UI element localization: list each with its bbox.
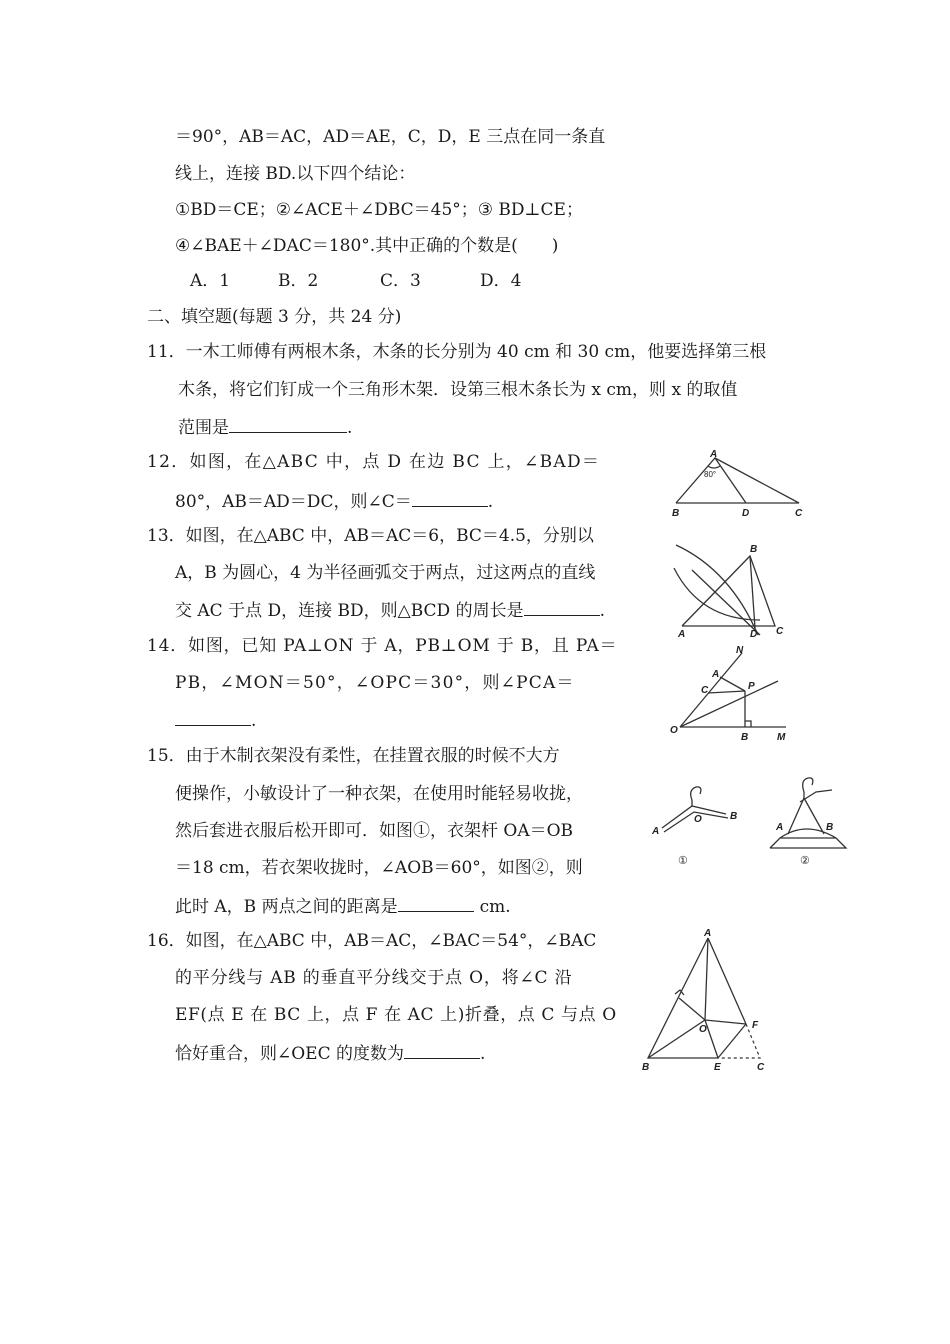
fig16-label-a: A xyxy=(704,928,712,939)
figure-12 xyxy=(668,450,813,520)
q14-line1: 14．如图，已知 PA⊥ON 于 A，PB⊥OM 于 B，且 PA＝ xyxy=(147,636,618,656)
figure-13 xyxy=(670,540,795,645)
q11-end: . xyxy=(347,418,353,438)
q13-line2: A，B 为圆心，4 为半径画弧交于两点，过这两点的直线 xyxy=(175,563,596,583)
q16-line2: 的平分线与 AB 的垂直平分线交于点 O，将∠C 沿 xyxy=(175,968,573,988)
section-heading: 二、填空题(每题 3 分，共 24 分) xyxy=(147,307,402,327)
fig12-label-b: B xyxy=(672,508,680,519)
fig14-label-n: N xyxy=(736,645,744,656)
fig16-label-o: O xyxy=(699,1024,707,1035)
q16-line3: EF(点 E 在 BC 上，点 F 在 AC 上)折叠，点 C 与点 O xyxy=(175,1005,617,1025)
fig13-label-c: C xyxy=(776,626,784,637)
fig16-label-e: E xyxy=(714,1062,721,1073)
fig15-label-b1: B xyxy=(730,811,738,822)
q15-line5 xyxy=(175,895,511,917)
q12-end: . xyxy=(487,492,494,512)
q14-end: . xyxy=(251,711,257,731)
q16-line4-text: 恰好重合，则∠OEC 的度数为 xyxy=(175,1044,405,1064)
q10-option-a: A．1 xyxy=(190,271,231,291)
q15-line3: 然后套进衣服后松开即可．如图①，衣架杆 OA＝OB xyxy=(175,821,574,841)
fig15-label-b2: B xyxy=(826,822,834,833)
q13-end: . xyxy=(599,601,605,621)
fig12-label-angle: 80° xyxy=(704,470,717,479)
fig15-label-o1: O xyxy=(694,814,702,825)
fig14-label-c: C xyxy=(701,685,709,696)
q11-answer-blank[interactable] xyxy=(229,416,347,433)
q10-option-c: C．3 xyxy=(380,271,421,291)
figure-14 xyxy=(668,645,798,743)
q15-line5-text: 此时 A，B 两点之间的距离是 xyxy=(175,897,398,917)
figure-15 xyxy=(648,772,848,872)
q10-line3: ①BD＝CE；②∠ACE＋∠DBC＝45°；③ BD⊥CE； xyxy=(175,200,583,220)
q10-option-d: D．4 xyxy=(480,271,522,291)
q11-line1: 11．一木工师傅有两根木条，木条的长分别为 40 cm 和 30 cm，他要选择第三根 xyxy=(147,342,767,362)
fig14-label-o: O xyxy=(670,725,678,736)
q13-line3-text: 交 AC 于点 D，连接 BD，则△BCD 的周长是 xyxy=(175,601,524,621)
q13-answer-blank[interactable] xyxy=(524,599,600,616)
q12-answer-blank[interactable] xyxy=(412,490,488,507)
fig16-label-b: B xyxy=(642,1062,650,1073)
q16-end: . xyxy=(480,1044,486,1064)
q12-line2-text: 80°，AB＝AD＝DC，则∠C＝ xyxy=(175,492,412,512)
fig15-label-a1: A xyxy=(652,826,660,837)
q13-line3 xyxy=(175,599,605,621)
q10-line4: ④∠BAE＋∠DAC＝180°.其中正确的个数是( ) xyxy=(175,236,559,256)
fig12-label-a: A xyxy=(710,449,718,460)
q15-line1: 15．由于木制衣架没有柔性，在挂置衣服的时候不大方 xyxy=(147,746,560,766)
fig15-caption-2: ② xyxy=(800,855,810,867)
fig13-label-b: B xyxy=(750,544,758,555)
fig15-label-a2: A xyxy=(776,822,784,833)
q13-line1: 13．如图，在△ABC 中，AB＝AC＝6，BC＝4.5，分别以 xyxy=(147,526,594,546)
q16-line4 xyxy=(175,1042,485,1064)
q16-line1: 16．如图，在△ABC 中，AB＝AC，∠BAC＝54°，∠BAC xyxy=(147,931,597,951)
fig12-label-d: D xyxy=(742,508,750,519)
q14-line3 xyxy=(175,709,256,731)
q12-line2 xyxy=(175,490,493,512)
fig13-label-a: A xyxy=(678,629,686,640)
q11-line2: 木条，将它们钉成一个三角形木架．设第三根木条长为 x cm，则 x 的取值 xyxy=(178,380,738,400)
fig13-label-d: D xyxy=(750,629,758,640)
q16-answer-blank[interactable] xyxy=(404,1042,480,1059)
q10-line1: ＝90°，AB＝AC，AD＝AE，C，D，E 三点在同一条直 xyxy=(175,127,606,147)
q14-answer-blank[interactable] xyxy=(175,709,251,726)
q10-option-b: B．2 xyxy=(278,271,319,291)
fig16-label-c: C xyxy=(757,1062,765,1073)
q11-line3 xyxy=(178,416,352,438)
q14-line2: PB，∠MON＝50°，∠OPC＝30°，则∠PCA＝ xyxy=(175,673,575,693)
q15-unit: cm. xyxy=(479,897,511,917)
fig14-label-b: B xyxy=(741,732,749,743)
figure-16 xyxy=(636,928,786,1078)
fig12-label-c: C xyxy=(795,508,803,519)
fig14-label-a: A xyxy=(712,669,720,680)
q12-line1: 12．如图，在△ABC 中，点 D 在边 BC 上，∠BAD＝ xyxy=(147,452,601,472)
q15-answer-blank[interactable] xyxy=(398,895,474,912)
q10-line2: 线上，连接 BD.以下四个结论： xyxy=(175,164,416,184)
q15-line2: 便操作，小敏设计了一种衣架，在使用时能轻易收拢， xyxy=(175,784,583,804)
q15-line4: ＝18 cm，若衣架收拢时，∠AOB＝60°，如图②，则 xyxy=(175,858,583,878)
fig15-caption-1: ① xyxy=(678,855,688,867)
fig16-label-f: F xyxy=(752,1020,759,1031)
fig14-label-p: P xyxy=(748,681,755,692)
q11-line3-text: 范围是 xyxy=(178,418,229,438)
fig14-label-m: M xyxy=(777,732,786,743)
